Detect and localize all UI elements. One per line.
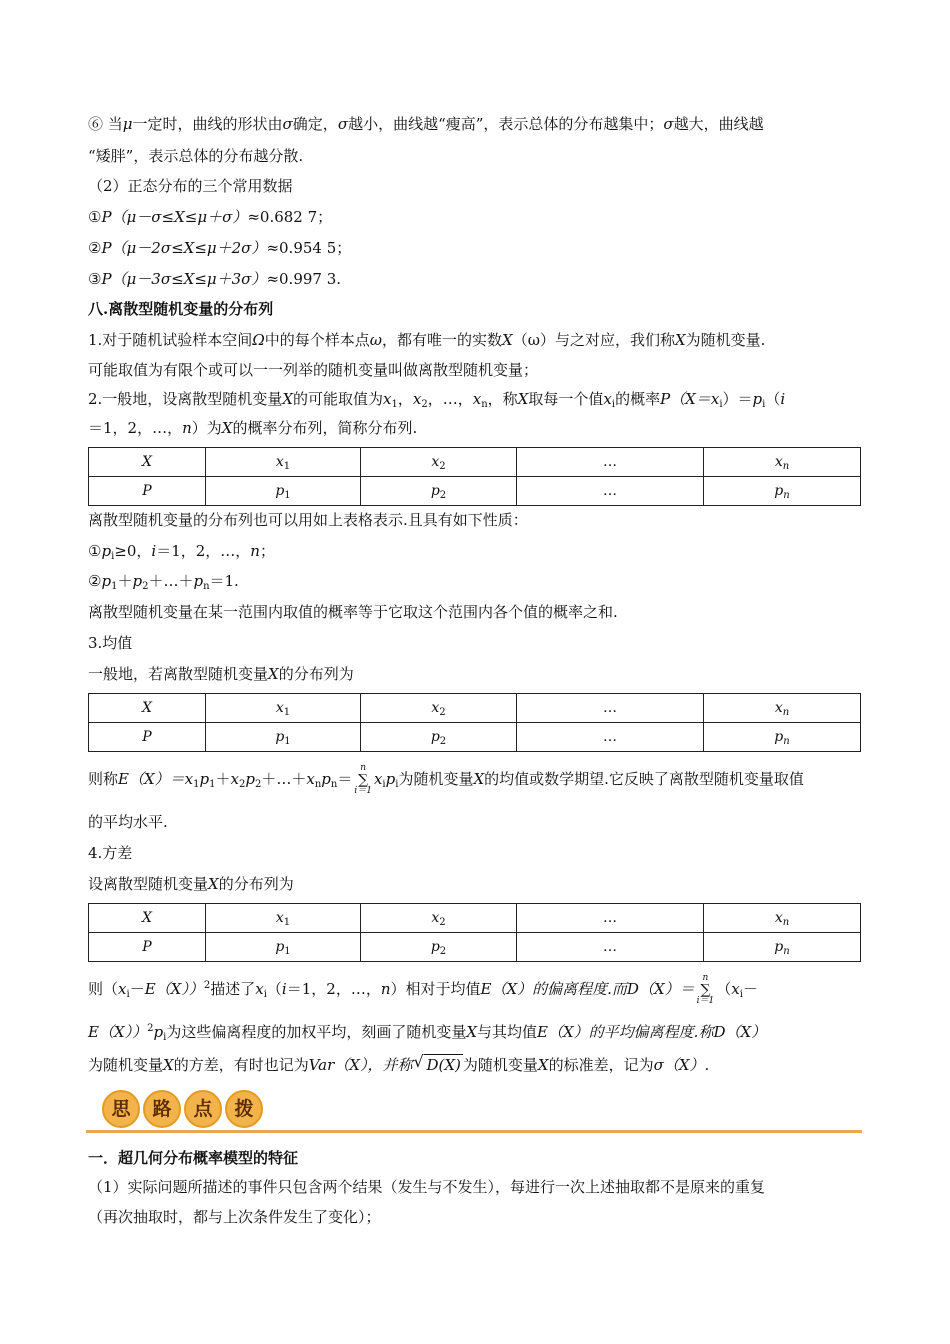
variance-definition-cont: $E(X))^2p_i$为这些偏离程度的加权平均，刻画了随机变量X与其均值E（X）的平均偏离程度.称D（X） bbox=[88, 1023, 767, 1043]
banner-char: 路 bbox=[143, 1090, 181, 1128]
variance-intro: 设离散型随机变量X的分布列为 bbox=[88, 875, 294, 893]
mean-heading: 3.均值 bbox=[88, 634, 133, 652]
mean-definition-cont: 的平均水平. bbox=[88, 813, 168, 831]
table-cell: $p_n$ bbox=[704, 723, 861, 752]
definition-2: 2.一般地，设离散型随机变量X的可能取值为$x_1$，$x_2$，…，$x_n$，称X取每一个值$x_i$的概率$P(X=x_i)=p_i(i$ bbox=[88, 390, 786, 410]
table-cell: $x_1$ bbox=[206, 448, 361, 477]
mean-intro: 一般地，若离散型随机变量X的分布列为 bbox=[88, 665, 354, 683]
table-cell: … bbox=[517, 448, 704, 477]
table-cell: $p_1$ bbox=[206, 723, 361, 752]
section-1-line-1: （1）实际问题所描述的事件只包含两个结果（发生与不发生），每进行一次上述抽取都不是原来的重复 bbox=[88, 1178, 766, 1196]
table-cell: X bbox=[89, 448, 206, 477]
table-row bbox=[89, 723, 861, 752]
table-cell: $p_n$ bbox=[704, 477, 861, 506]
normal-data-heading: （2）正态分布的三个常用数据 bbox=[88, 177, 293, 195]
normal-curve-property-6: ⑥ 当μ一定时，曲线的形状由σ确定，σ越小，曲线越“瘦高”，表示总体的分布越集中；σ越大，曲线越 bbox=[88, 115, 764, 133]
normal-data-2: ②P（μ－2σ≤X≤μ＋2σ）≈0.954 5； bbox=[88, 239, 352, 257]
section-1-line-2: （再次抽取时，都与上次条件发生了变化）； bbox=[88, 1208, 381, 1226]
table-cell: $p_n$ bbox=[704, 933, 861, 962]
table-cell: $x_n$ bbox=[704, 448, 861, 477]
table-cell: $x_1$ bbox=[206, 694, 361, 723]
table-cell: $x_2$ bbox=[361, 904, 517, 933]
normal-curve-property-6-cont: “矮胖”，表示总体的分布越分散. bbox=[88, 147, 304, 165]
banner-char: 思 bbox=[102, 1090, 140, 1128]
table-row bbox=[89, 448, 861, 477]
table-cell: $p_1$ bbox=[206, 477, 361, 506]
table-cell: $x_n$ bbox=[704, 904, 861, 933]
square-root: √ D(X) bbox=[424, 1054, 462, 1075]
table-row bbox=[89, 694, 861, 723]
distribution-table-3 bbox=[88, 903, 861, 962]
table-note: 离散型随机变量的分布列也可以用如上表格表示.且具有如下性质： bbox=[88, 511, 528, 529]
definition-1: 1.对于随机试验样本空间Ω中的每个样本点ω，都有唯一的实数X（ω）与之对应，我们称X为随机变量. bbox=[88, 331, 766, 349]
normal-data-1: ①P（μ－σ≤X≤μ＋σ）≈0.682 7； bbox=[88, 208, 333, 226]
table-cell: $p_2$ bbox=[361, 723, 517, 752]
table-cell: $x_2$ bbox=[361, 694, 517, 723]
variance-definition-cont-2: 为随机变量X的方差，有时也记为Var（X），并称√ D(X) 为随机变量X的标准差，记为σ（X）. bbox=[88, 1054, 709, 1075]
table-cell: P bbox=[89, 723, 206, 752]
table-cell: … bbox=[517, 477, 704, 506]
summation-symbol: n ∑ i＝1 bbox=[354, 763, 372, 796]
mean-definition: 则称$E(X)=x_1p_1+x_2p_2+\dots+x_np_n=n$ ∑ $i=1x_ip_i$为随机变量X的均值或数学期望.它反映了离散型随机变量取值 bbox=[88, 763, 804, 796]
table-row bbox=[89, 904, 861, 933]
variance-definition: 则$(x_i-E(X))^2$描述了$x_i(i=1$，2，…，n）相对于均值E（X）的偏离程度.而D（X）＝n ∑ $i=1(x_i-$ bbox=[88, 973, 758, 1006]
property-1: $①p_i\ge 0$，i＝1，2，…，n； bbox=[88, 542, 275, 562]
property-3: 离散型随机变量在某一范围内取值的概率等于它取这个范围内各个值的概率之和. bbox=[88, 603, 618, 621]
table-cell: $x_2$ bbox=[361, 448, 517, 477]
table-cell: … bbox=[517, 723, 704, 752]
table-cell: $p_1$ bbox=[206, 933, 361, 962]
table-cell: … bbox=[517, 694, 704, 723]
section-8-title: 八.离散型随机变量的分布列 bbox=[88, 300, 274, 318]
table-cell: $x_n$ bbox=[704, 694, 861, 723]
section-1-title: 一．超几何分布概率模型的特征 bbox=[88, 1149, 299, 1167]
normal-data-3: ③P（μ－3σ≤X≤μ＋3σ）≈0.997 3. bbox=[88, 270, 342, 288]
table-cell: X bbox=[89, 904, 206, 933]
banner-underline bbox=[86, 1130, 862, 1133]
table-cell: P bbox=[89, 933, 206, 962]
distribution-table-1 bbox=[88, 447, 861, 506]
summation-symbol: n ∑ i＝1 bbox=[696, 973, 715, 1006]
table-cell: … bbox=[517, 933, 704, 962]
property-2: $②p_1+p_2+\dots+p_n=1$. bbox=[88, 572, 239, 592]
definition-2-cont: ＝1，2，…，n）为X的概率分布列，简称分布列. bbox=[88, 419, 418, 437]
banner-char: 拨 bbox=[225, 1090, 263, 1128]
table-row bbox=[89, 933, 861, 962]
table-cell: P bbox=[89, 477, 206, 506]
table-row bbox=[89, 477, 861, 506]
distribution-table-2 bbox=[88, 693, 861, 752]
table-cell: $p_2$ bbox=[361, 933, 517, 962]
table-cell: $x_1$ bbox=[206, 904, 361, 933]
table-cell: $p_2$ bbox=[361, 477, 517, 506]
section-banner bbox=[102, 1090, 266, 1130]
definition-1-cont: 可能取值为有限个或可以一一列举的随机变量叫做离散型随机变量； bbox=[88, 361, 539, 379]
table-cell: … bbox=[517, 904, 704, 933]
variance-heading: 4.方差 bbox=[88, 844, 133, 862]
table-cell: X bbox=[89, 694, 206, 723]
banner-char: 点 bbox=[184, 1090, 222, 1128]
